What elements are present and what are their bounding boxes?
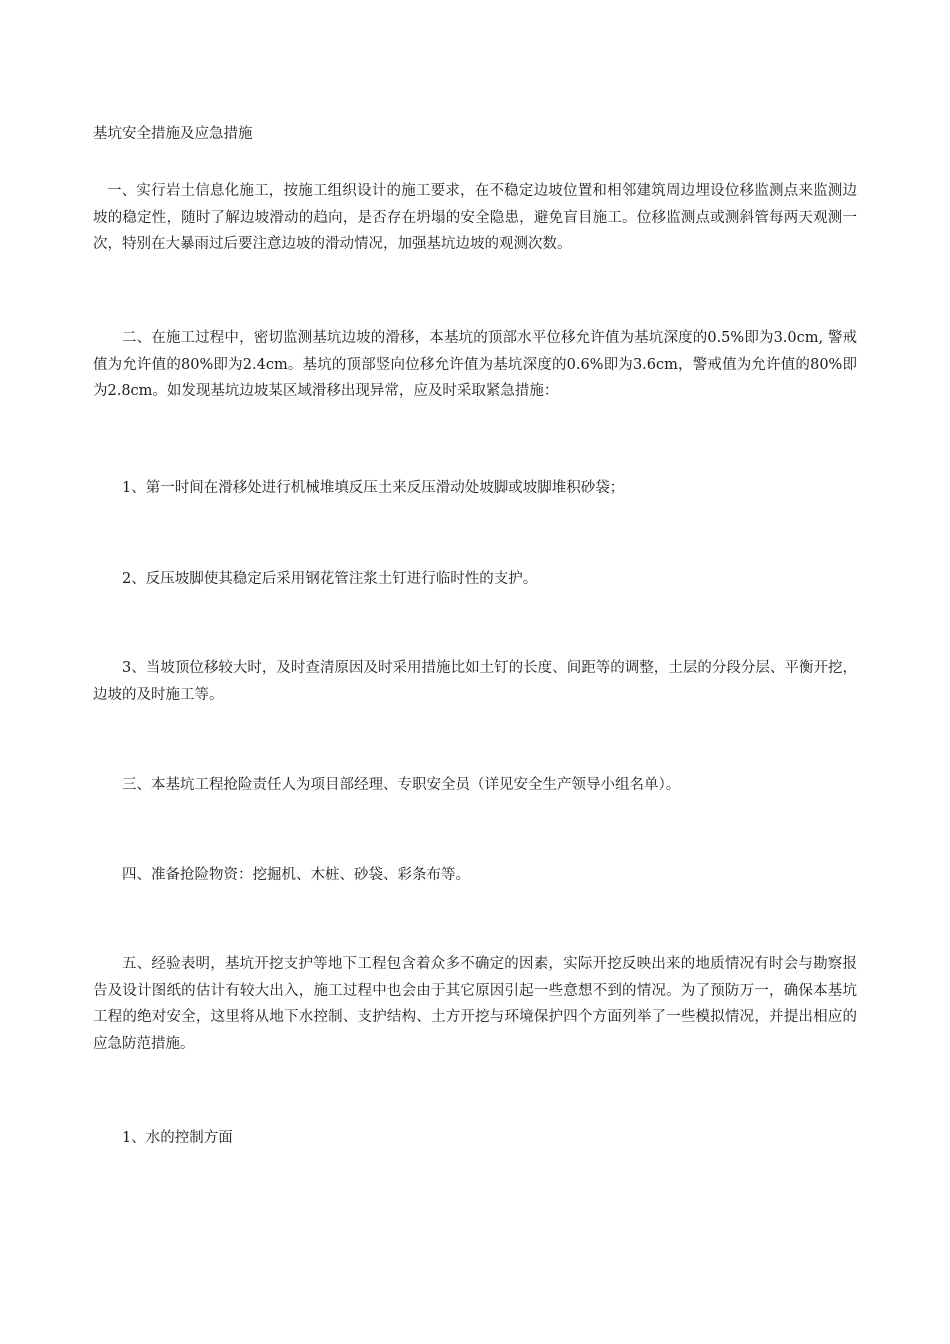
paragraph-5: 3、当坡顶位移较大时，及时查清原因及时采用措施比如土钉的长度、间距等的调整，土层的分段分层、平衡开挖，边坡的及时施工等。: [93, 660, 857, 703]
document-title: 基坑安全措施及应急措施: [93, 126, 253, 142]
paragraph-4: 2、反压坡脚使其稳定后采用钢花管注浆土钉进行临时性的支护。: [122, 571, 538, 587]
paragraph-2: 二、在施工过程中，密切监测基坑边坡的滑移，本基坑的顶部水平位移允许值为基坑深度的0.5%即为3.0cm, 警戒值为允许值的80%即为2.4cm。基坑的顶部竖向位移允许值为基坑深度的0.6%即为3.6cm，警戒值为允许值的80%即为2.8cm。如发现基坑边坡某区域滑移出现异常，应及时采取紧急措施：: [93, 330, 857, 399]
paragraph-9: 1、水的控制方面: [122, 1130, 233, 1146]
paragraph-6: 三、本基坑工程抢险责任人为项目部经理、专职安全员（详见安全生产领导小组名单）。: [122, 777, 681, 793]
paragraph-7: 四、准备抢险物资：挖掘机、木桩、砂袋、彩条布等。: [122, 867, 470, 883]
paragraph-1: 一、实行岩土信息化施工，按施工组织设计的施工要求，在不稳定边坡位置和相邻建筑周边埋设位移监测点来监测边坡的稳定性，随时了解边坡滑动的趋向，是否存在坍塌的安全隐患，避免盲目施工。位移监测点或测斜管每两天观测一次，特别在大暴雨过后要注意边坡的滑动情况，加强基坑边坡的观测次数。: [93, 183, 857, 252]
paragraph-3: 1、第一时间在滑移处进行机械堆填反压土来反压滑动处坡脚或坡脚堆积砂袋；: [122, 480, 625, 496]
paragraph-8: 五、经验表明，基坑开挖支护等地下工程包含着众多不确定的因素，实际开挖反映出来的地质情况有时会与勘察报告及设计图纸的估计有较大出入，施工过程中也会由于其它原因引起一些意想不到的情况。为了预防万一，确保本基坑工程的绝对安全，这里将从地下水控制、支护结构、土方开挖与环境保护四个方面列举了一些模拟情况，并提出相应的应急防范措施。: [93, 956, 857, 1052]
